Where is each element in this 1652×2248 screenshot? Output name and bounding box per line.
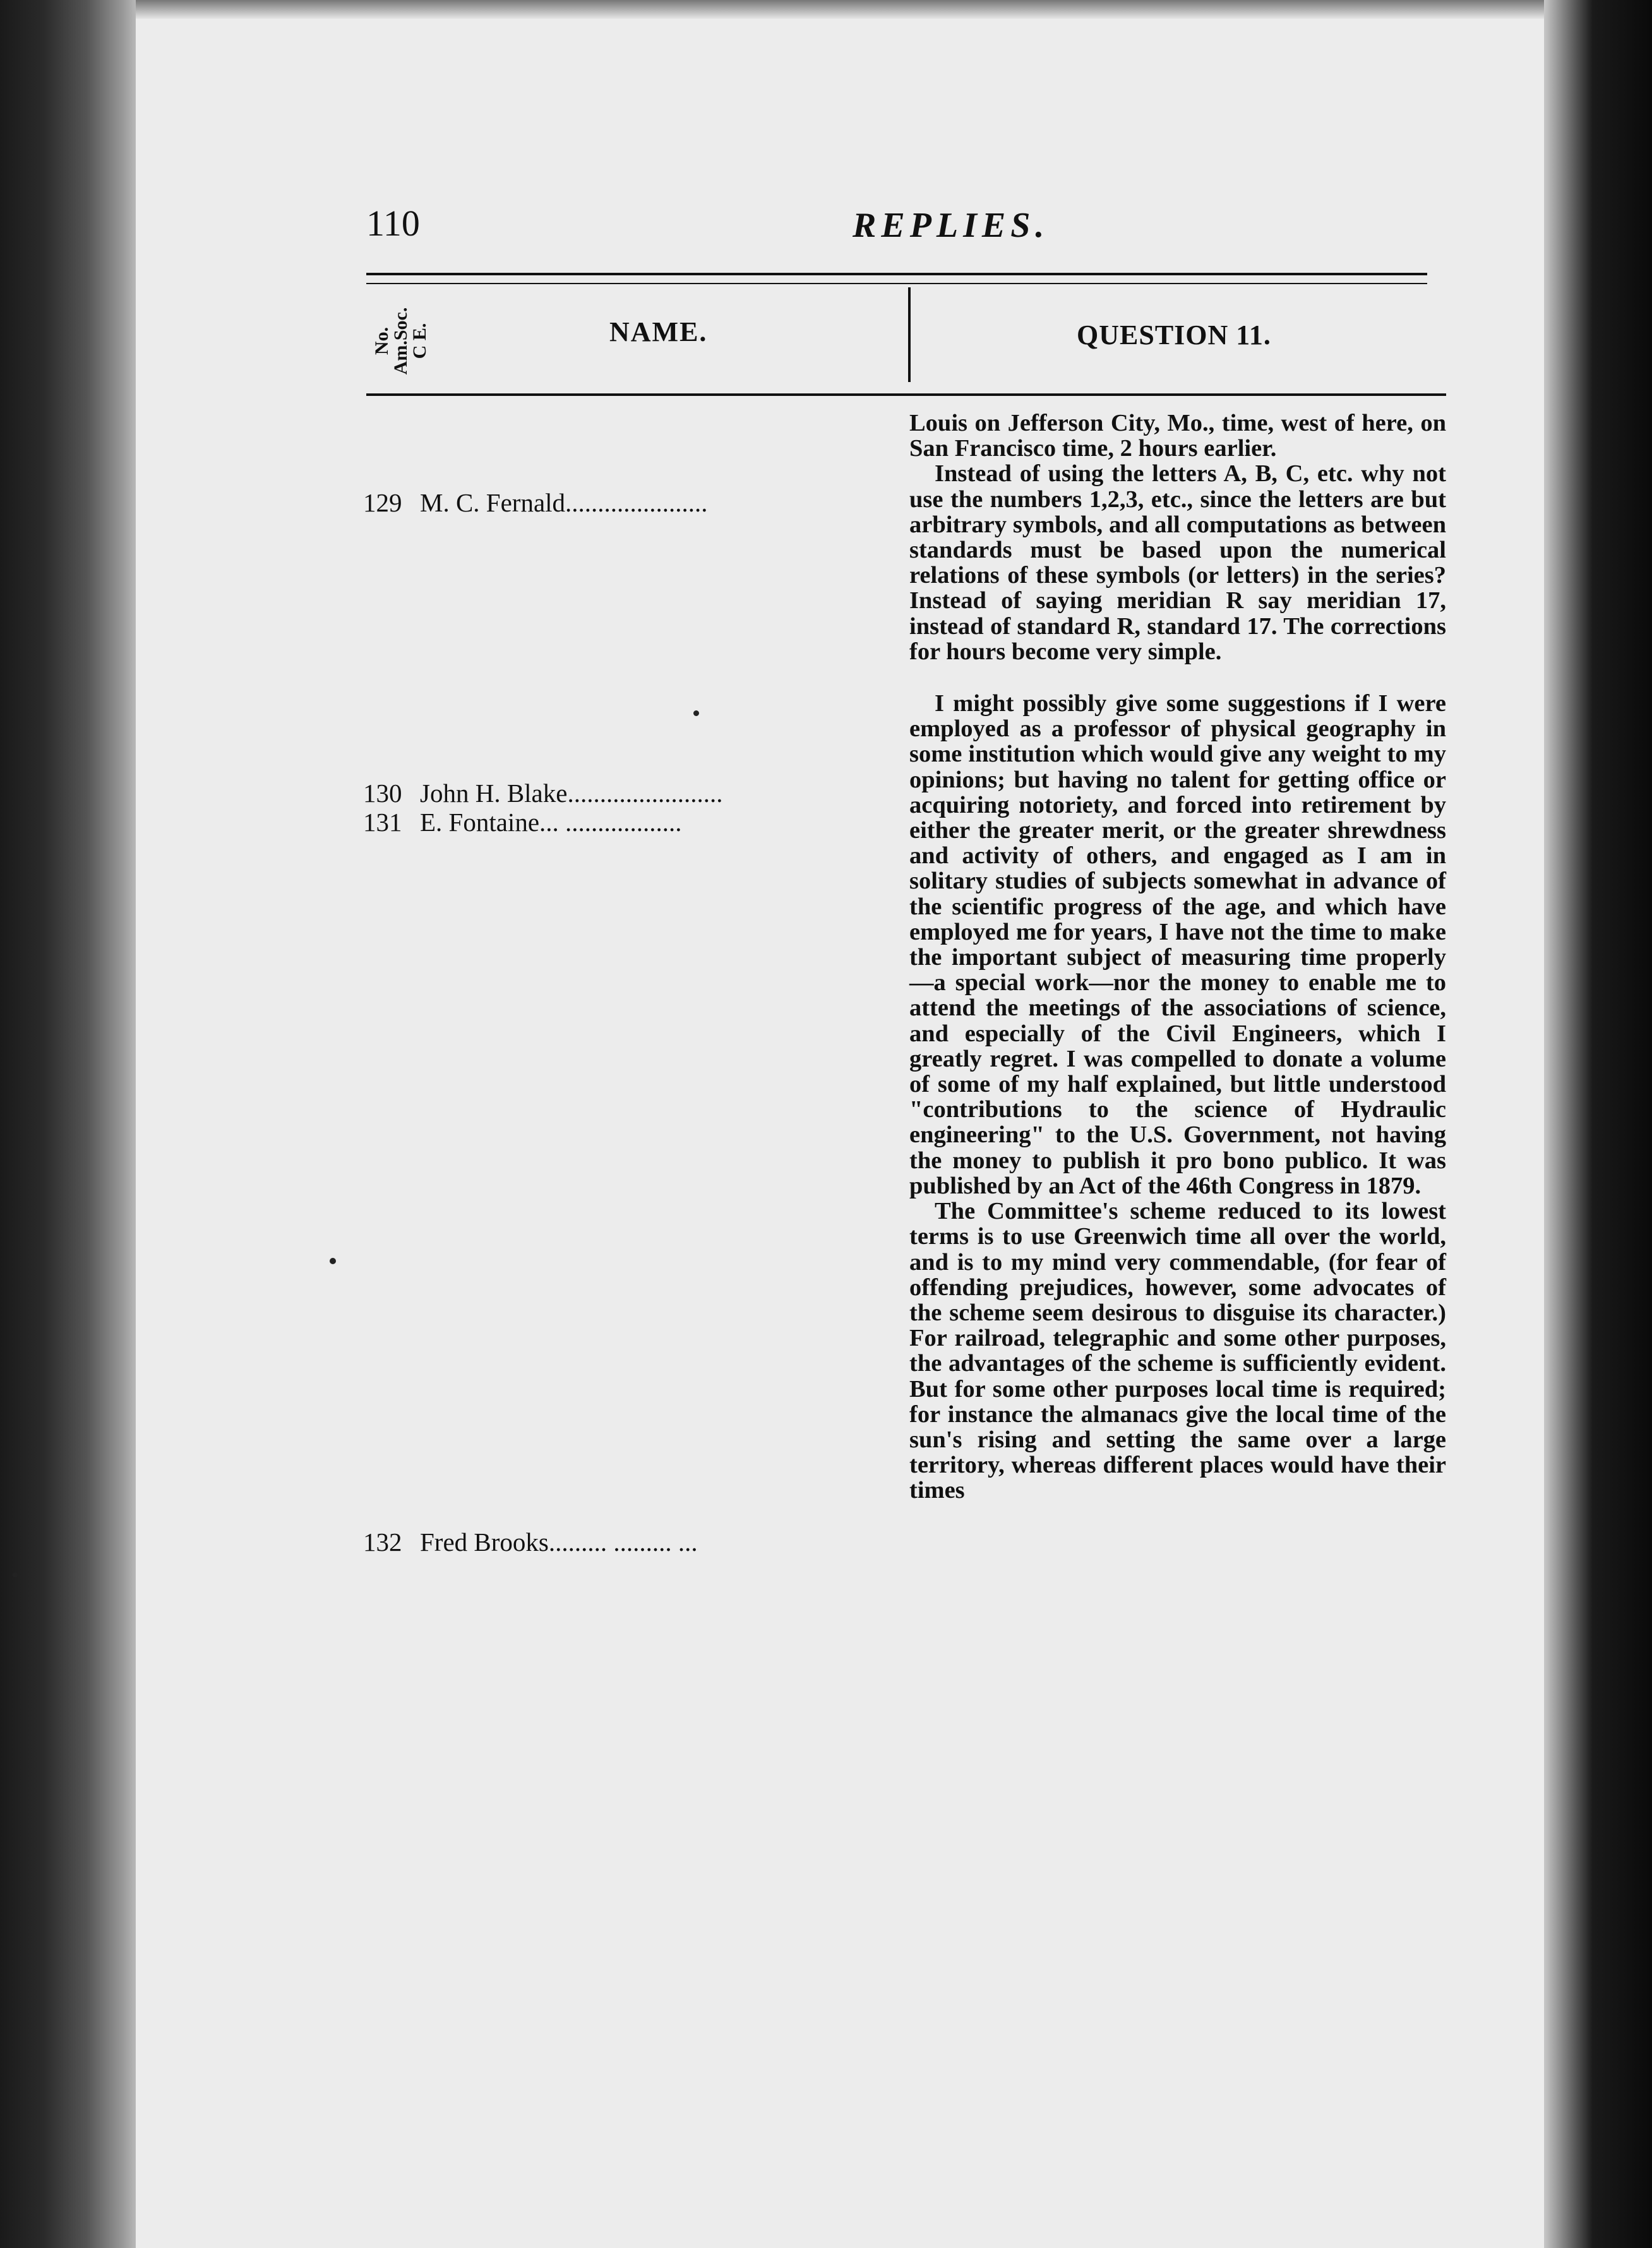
- header-rule-thick: [366, 273, 1427, 275]
- entry-row: [363, 1527, 698, 1557]
- entry-number: 129: [363, 488, 402, 517]
- entry-name: M. C. Fernald: [420, 488, 566, 517]
- page-right-edge: [1544, 0, 1652, 2248]
- table-header-rule: [366, 393, 1446, 396]
- running-head: REPLIES.: [853, 206, 1050, 245]
- column-divider: [908, 287, 911, 382]
- entry-row: [363, 807, 682, 837]
- print-speck: [330, 1258, 336, 1264]
- entry-number: 132: [363, 1528, 402, 1557]
- entry-leaders: ......... ......... ...: [548, 1528, 698, 1557]
- entry-leaders: ........................: [567, 779, 723, 808]
- column-header-number: No. Am.Soc. C E.: [371, 307, 430, 375]
- entry-row: [363, 778, 722, 808]
- reply-paragraph: The Committee's scheme reduced to its lowest terms is to use Greenwich time all over the world, and is to my mind very commendable, (for fear of offending prejudices, however, some advocates of the scheme seem desirous to disguise its character.) For railroad, telegraphic and some other purposes, the advantages of the scheme is sufficiently evident. But for some other purposes local time is required; for instance the almanacs give the local time of the sun's rising and setting the same over a large territory, whereas different places would have their times: [909, 1198, 1446, 1504]
- header-rule-thin: [366, 283, 1427, 284]
- print-speck: [13, 1572, 18, 1577]
- page-top-edge: [136, 0, 1547, 19]
- page-number: 110: [366, 203, 420, 244]
- entry-row: [363, 487, 708, 518]
- column-header-question: QUESTION 11.: [1077, 320, 1271, 350]
- reply-paragraph: Louis on Jefferson City, Mo., time, west of here, on San Francisco time, 2 hours earlier.: [909, 410, 1446, 462]
- reply-body: [909, 410, 1446, 1504]
- entry-leaders: ......................: [565, 488, 708, 517]
- entry-number: 131: [363, 808, 402, 837]
- reply-paragraph: Instead of using the letters A, B, C, etc. why not use the numbers 1,2,3, etc., since the letters are but arbitrary symbols, and all computations as between standards must be based upon the numerical relations of these symbols (or letters) in the series? Instead of saying meridian R say meridian 17, instead of standard R, standard 17. The corrections for hours become very simple.: [909, 460, 1446, 665]
- print-speck: [693, 710, 699, 716]
- entry-name: Fred Brooks: [420, 1528, 549, 1557]
- column-header-name: NAME.: [609, 316, 708, 347]
- entry-leaders: ... ..................: [539, 808, 682, 837]
- entry-number: 130: [363, 779, 402, 808]
- reply-paragraph: I might possibly give some suggestions if I were employed as a professor of physical geography in some institution which would give any weight to my opinions; but having no talent for getting office or acquiring notoriety, and forced into retirement by either the greater merit, or the greater shrewdness and activity of others, and engaged as I am in solitary studies of subjects somewhat in advance of the scientific progress of the age, and which have employed me for years, I have not the time to make the important subject of measuring time properly—a special work—nor the money to enable me to attend the meetings of the associations of science, and especially of the Civil Engineers, which I greatly regret. I was compelled to donate a volume of some of my half explained, but little understood "contributions to the science of Hydraulic engineering" to the U.S. Government, not having the money to publish it pro bono publico. It was published by an Act of the 46th Congress in 1879.: [909, 690, 1446, 1199]
- book-gutter-shadow: [0, 0, 145, 2248]
- entry-name: E. Fontaine: [420, 808, 540, 837]
- entry-name: John H. Blake: [420, 779, 568, 808]
